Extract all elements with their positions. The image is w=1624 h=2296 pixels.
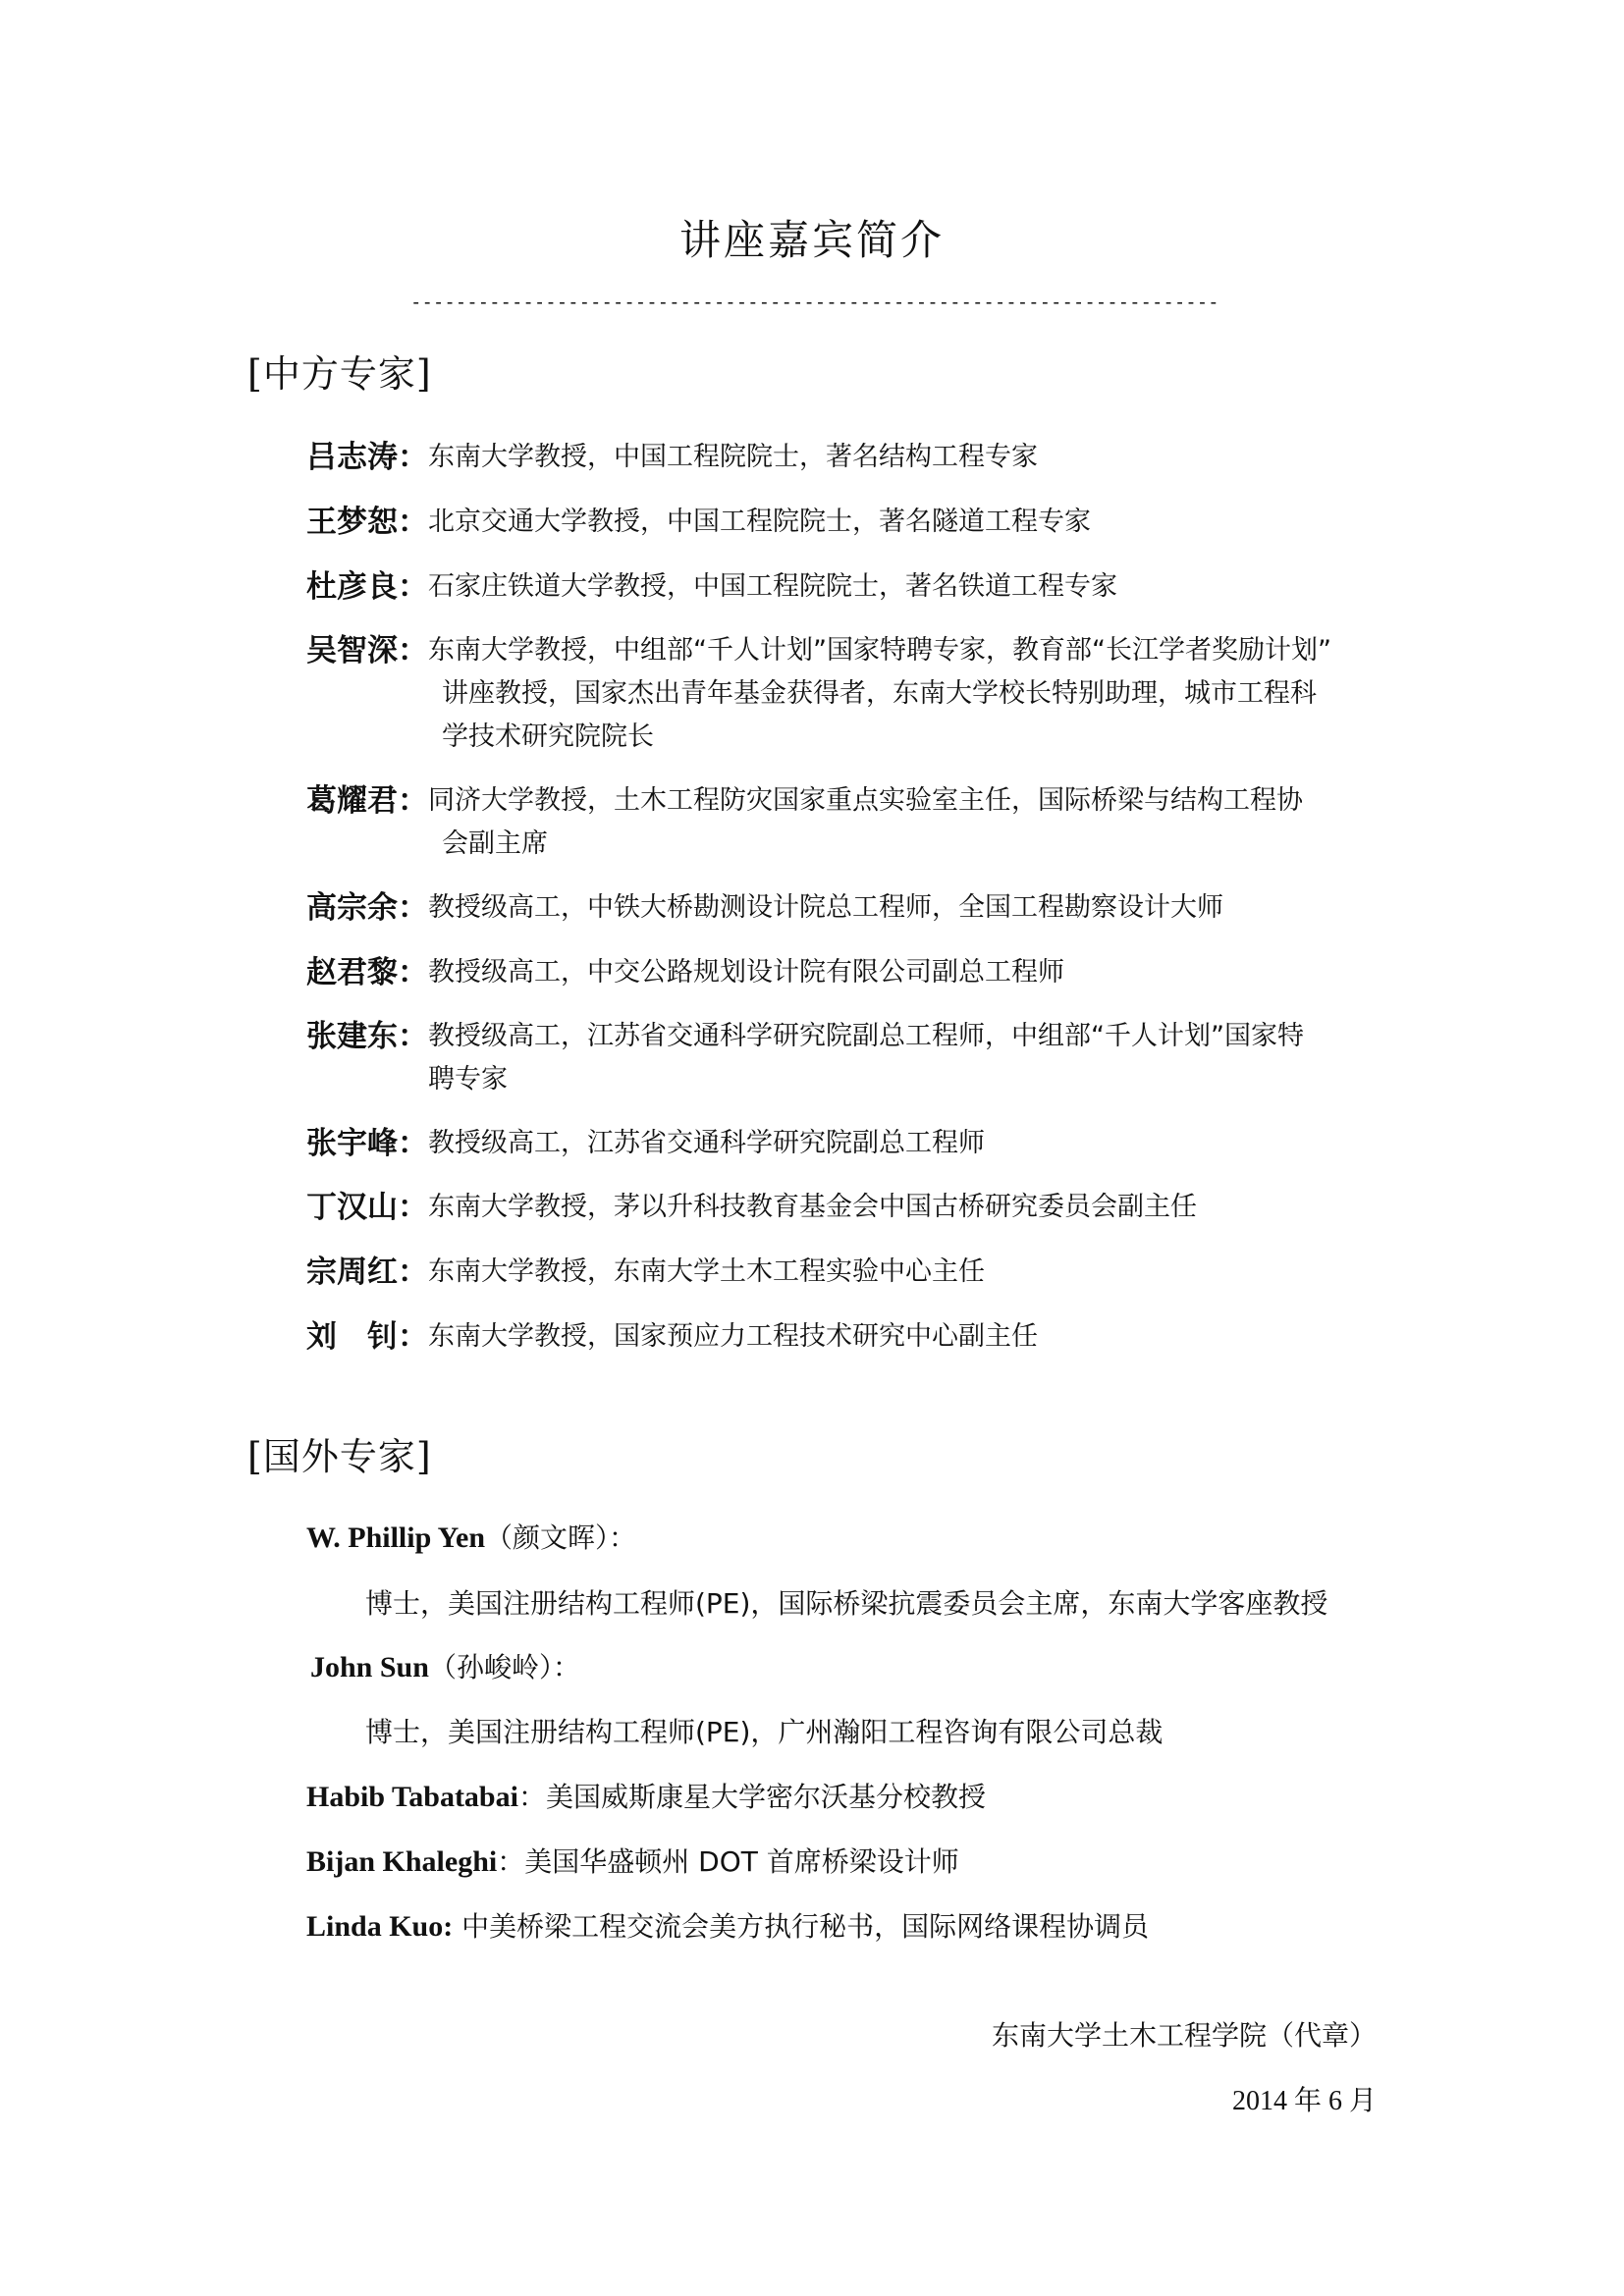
expert-name: 宗周红： — [306, 1255, 428, 1290]
expert-entry — [306, 1186, 1396, 1229]
expert-name: 吕志涛： — [306, 440, 428, 475]
expert-name: 赵君黎： — [306, 955, 428, 990]
foreign-expert-name — [306, 1517, 636, 1556]
chinese-experts-heading: [中方专家] — [247, 352, 432, 396]
expert-desc — [428, 1315, 1396, 1359]
name-separator: ： — [517, 1781, 546, 1813]
expert-desc-line: 东南大学教授，中组部“千人计划”国家特聘专家，教育部“长江学者奖励计划” — [428, 635, 1331, 666]
expert-name-en: Habib Tabatabai — [306, 1781, 518, 1813]
expert-entry — [306, 436, 1396, 479]
expert-entry — [306, 1122, 1396, 1165]
expert-desc — [428, 1122, 1396, 1165]
expert-entry — [306, 565, 1396, 609]
expert-name: 张建东： — [306, 1019, 428, 1054]
foreign-expert-entry — [306, 1841, 959, 1880]
expert-name: 刘 钊： — [306, 1319, 428, 1355]
signature: 东南大学土木工程学院（代章） — [991, 2019, 1377, 2052]
foreign-expert-desc: 中美桥梁工程交流会美方执行秘书，国际网络课程协调员 — [461, 1910, 1150, 1943]
expert-desc — [428, 886, 1396, 930]
foreign-expert-desc: 博士，美国注册结构工程师(PE)，国际桥梁抗震委员会主席，东南大学客座教授 — [365, 1587, 1328, 1620]
dashed-divider: ------------------------------------------------------------------------ — [410, 292, 1219, 313]
expert-desc-line: 教授级高工，中铁大桥勘测设计院总工程师，全国工程勘察设计大师 — [428, 892, 1223, 923]
expert-name-en: Bijan Khaleghi — [306, 1845, 498, 1878]
expert-name: 吴智深： — [306, 633, 428, 668]
expert-desc — [428, 779, 1396, 866]
expert-desc — [428, 1186, 1396, 1229]
expert-desc-line: 教授级高工，江苏省交通科学研究院副总工程师，中组部“千人计划”国家特 — [428, 1021, 1304, 1051]
expert-desc-line: 聘专家 — [428, 1064, 508, 1095]
expert-name: 高宗余： — [306, 890, 428, 926]
expert-name: 杜彦良： — [306, 569, 428, 605]
foreign-expert-desc: 美国威斯康星大学密尔沃基分校教授 — [545, 1781, 986, 1813]
foreign-expert-desc: 博士，美国注册结构工程师(PE)，广州瀚阳工程咨询有限公司总裁 — [365, 1716, 1164, 1748]
expert-name: 张宇峰： — [306, 1126, 428, 1161]
expert-desc-line: 石家庄铁道大学教授，中国工程院院士，著名铁道工程专家 — [428, 571, 1117, 602]
expert-name-en: W. Phillip Yen — [306, 1522, 486, 1554]
expert-name-cn: （孙峻岭）： — [428, 1651, 580, 1683]
expert-entry — [306, 1315, 1396, 1359]
expert-entry — [306, 951, 1396, 994]
expert-entry — [306, 1015, 1396, 1101]
expert-desc — [428, 951, 1396, 994]
expert-desc-line: 学技术研究院院长 — [442, 721, 654, 752]
foreign-expert-entry — [306, 1905, 1149, 1945]
name-separator: ： — [497, 1845, 525, 1878]
expert-desc-line: 同济大学教授，土木工程防灾国家重点实验室主任，国际桥梁与结构工程协 — [428, 785, 1303, 816]
expert-desc — [428, 1015, 1396, 1101]
expert-desc — [428, 436, 1396, 479]
expert-desc-line: 教授级高工，中交公路规划设计院有限公司副总工程师 — [428, 957, 1064, 988]
page-title: 讲座嘉宾简介 — [678, 216, 945, 264]
expert-entry — [306, 886, 1396, 930]
expert-desc-line: 北京交通大学教授，中国工程院院士，著名隧道工程专家 — [428, 507, 1091, 537]
expert-desc-line: 东南大学教授，国家预应力工程技术研究中心副主任 — [428, 1321, 1038, 1352]
expert-desc-line: 教授级高工，江苏省交通科学研究院副总工程师 — [428, 1128, 985, 1158]
expert-name: 丁汉山： — [306, 1190, 428, 1225]
expert-desc — [428, 629, 1396, 759]
expert-entry — [306, 629, 1396, 759]
expert-desc-line: 会副主席 — [442, 828, 548, 859]
expert-desc-line: 东南大学教授，中国工程院院士，著名结构工程专家 — [428, 442, 1038, 472]
expert-desc — [428, 1251, 1396, 1294]
expert-name: 王梦恕： — [306, 505, 428, 540]
expert-entry — [306, 779, 1396, 866]
foreign-expert-name — [310, 1646, 580, 1685]
expert-name-cn: （颜文晖）： — [485, 1522, 637, 1554]
expert-entry — [306, 1251, 1396, 1294]
name-separator — [453, 1910, 461, 1943]
document-date: 2014 年 6 月 — [1231, 2086, 1377, 2116]
foreign-expert-desc: 美国华盛顿州 DOT 首席桥梁设计师 — [524, 1845, 959, 1878]
foreign-expert-entry — [306, 1776, 986, 1815]
expert-entry — [306, 501, 1396, 544]
expert-name-en: John Sun — [310, 1651, 429, 1683]
expert-desc-line: 讲座教授，国家杰出青年基金获得者，东南大学校长特别助理，城市工程科 — [442, 678, 1317, 709]
expert-desc-line: 东南大学教授，东南大学土木工程实验中心主任 — [428, 1256, 985, 1287]
expert-name-en: Linda Kuo: — [306, 1910, 454, 1943]
expert-name: 葛耀君： — [306, 783, 428, 819]
foreign-experts-heading: [国外专家] — [247, 1435, 432, 1478]
expert-desc-line: 东南大学教授，茅以升科技教育基金会中国古桥研究委员会副主任 — [428, 1192, 1197, 1222]
expert-desc — [428, 501, 1396, 544]
expert-desc — [428, 565, 1396, 609]
